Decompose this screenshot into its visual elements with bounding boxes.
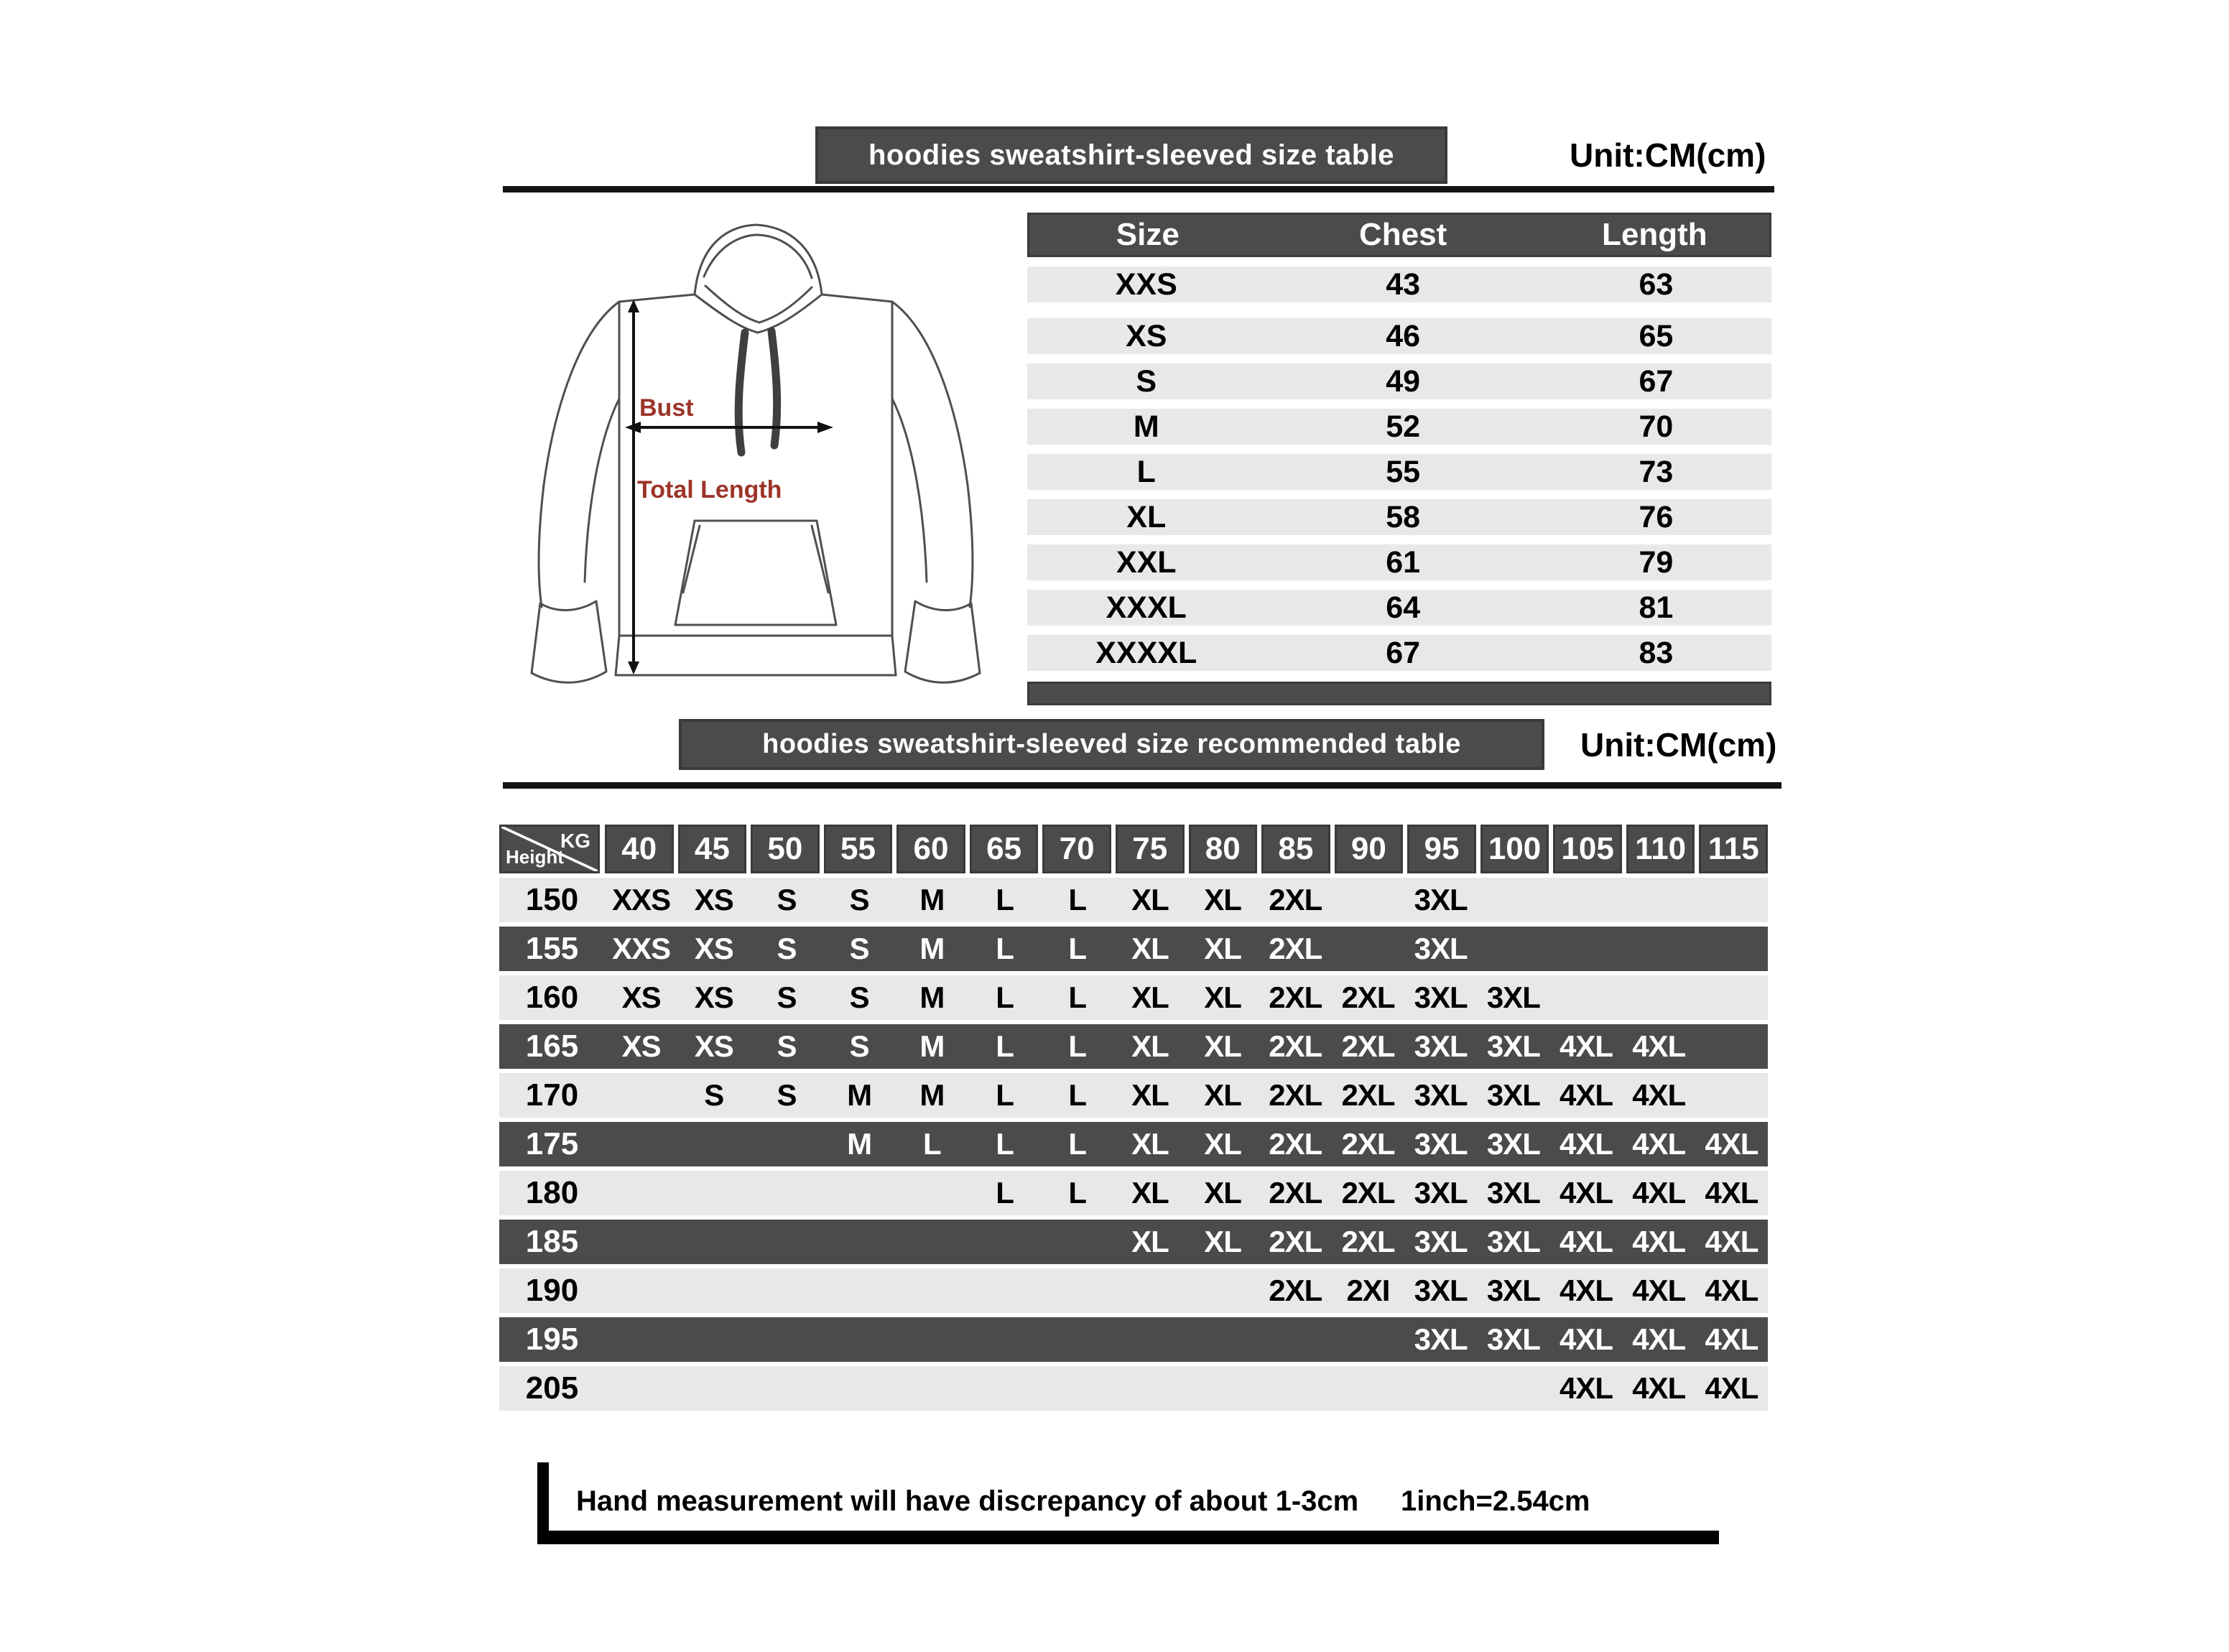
matrix-size-cell: L — [1068, 932, 1087, 965]
hood — [695, 225, 822, 333]
matrix-size-cell: 2XL — [1341, 980, 1395, 1014]
size-table-cell: L — [1136, 454, 1156, 489]
matrix-size-cell: 2XL — [1341, 1078, 1395, 1112]
matrix-size-cell: XL — [1204, 1029, 1241, 1063]
matrix-size-cell: 4XL — [1632, 1127, 1686, 1161]
matrix-size-cell: 2XL — [1269, 980, 1322, 1014]
size-table-title-bar — [815, 126, 1447, 184]
size-table-header-row — [1027, 213, 1771, 257]
matrix-size-cell: 4XL — [1632, 1273, 1686, 1307]
top-divider-line — [503, 186, 1774, 192]
matrix-row-height-165 — [499, 1024, 1768, 1069]
matrix-size-cell: XS — [621, 980, 661, 1014]
matrix-size-cell: 3XL — [1414, 1176, 1468, 1210]
matrix-size-cell: XL — [1204, 883, 1241, 917]
size-table-cell: 52 — [1386, 409, 1421, 444]
matrix-height-label: 150 — [525, 882, 579, 917]
matrix-size-cell: L — [1068, 883, 1087, 917]
matrix-size-cell: S — [849, 932, 869, 965]
size-table-body — [1027, 266, 1771, 671]
matrix-size-cell: 3XL — [1414, 932, 1468, 965]
matrix-size-cell: 3XL — [1486, 1225, 1540, 1258]
matrix-weight-header-85: 85 — [1261, 825, 1330, 873]
matrix-row-height-175 — [499, 1122, 1768, 1166]
matrix-size-cell: 2XL — [1269, 1225, 1322, 1258]
matrix-weight-header-55: 55 — [824, 825, 893, 873]
matrix-size-cell: 2XL — [1269, 932, 1322, 965]
matrix-size-cell: XS — [621, 1029, 661, 1063]
size-table-cell: S — [1136, 363, 1157, 399]
matrix-size-cell: 3XL — [1486, 1078, 1540, 1112]
matrix-size-cell: M — [919, 1078, 945, 1112]
matrix-size-cell: 2XL — [1269, 1176, 1322, 1210]
size-table-row — [1027, 409, 1771, 445]
matrix-size-cell: 3XL — [1486, 1029, 1540, 1063]
matrix-size-cell: XL — [1204, 1176, 1241, 1210]
matrix-size-cell: 4XL — [1632, 1322, 1686, 1356]
size-table-row — [1027, 363, 1771, 399]
matrix-size-cell: 3XL — [1414, 1078, 1468, 1112]
matrix-size-cell: S — [777, 1078, 797, 1112]
matrix-size-cell: 3XL — [1414, 980, 1468, 1014]
matrix-size-cell: 2XL — [1269, 1029, 1322, 1063]
matrix-size-cell: XL — [1204, 980, 1241, 1014]
matrix-size-cell: XS — [694, 932, 733, 965]
matrix-size-cell: 4XL — [1632, 1225, 1686, 1258]
unit-label-top: Unit:CM(cm) — [1570, 136, 1766, 174]
matrix-size-cell: XXS — [612, 932, 671, 965]
matrix-size-cell: S — [777, 1029, 797, 1063]
matrix-size-cell: S — [777, 932, 797, 965]
matrix-size-cell: 2XI — [1346, 1273, 1390, 1307]
size-table-cell: 76 — [1639, 499, 1674, 534]
inch-conversion-note: 1inch=2.54cm — [1401, 1485, 1590, 1517]
left-cuff — [532, 601, 606, 682]
matrix-size-cell: L — [1068, 1176, 1087, 1210]
size-table-row — [1027, 266, 1771, 302]
matrix-weight-header-60: 60 — [896, 825, 965, 873]
matrix-size-cell: L — [996, 1127, 1014, 1161]
matrix-size-cell: XL — [1131, 932, 1169, 965]
measurement-note: Hand measurement will have discrepancy of about 1-3cm — [576, 1485, 1359, 1517]
matrix-size-cell: 3XL — [1414, 1029, 1468, 1063]
matrix-size-cell: 4XL — [1705, 1371, 1758, 1405]
matrix-weight-header-45: 45 — [678, 825, 747, 873]
matrix-size-cell: XS — [694, 883, 733, 917]
matrix-height-label: 170 — [525, 1077, 579, 1113]
matrix-size-cell: 3XL — [1414, 1273, 1468, 1307]
footer-vertical-rule — [537, 1462, 549, 1541]
matrix-size-cell: 4XL — [1705, 1176, 1758, 1210]
size-table-cell: 81 — [1639, 590, 1674, 625]
size-table-cell: XXL — [1116, 544, 1177, 580]
matrix-row-height-170 — [499, 1073, 1768, 1118]
matrix-size-cell: 4XL — [1705, 1225, 1758, 1258]
matrix-size-cell: M — [919, 980, 945, 1014]
matrix-size-cell: 3XL — [1486, 1322, 1540, 1356]
size-table-cell: 43 — [1386, 266, 1421, 302]
matrix-size-cell: L — [1068, 1029, 1087, 1063]
matrix-size-cell: 2XL — [1341, 1127, 1395, 1161]
drawstrings — [738, 331, 777, 453]
matrix-row-height-185 — [499, 1220, 1768, 1264]
size-table-row — [1027, 318, 1771, 354]
matrix-size-cell: L — [1068, 1078, 1087, 1112]
size-table-col-header-chest: Chest — [1359, 217, 1447, 252]
size-table — [1027, 213, 1771, 705]
matrix-height-label: 165 — [525, 1029, 579, 1064]
matrix-size-cell: 2XL — [1341, 1029, 1395, 1063]
matrix-size-cell: M — [847, 1127, 872, 1161]
matrix-row-height-195 — [499, 1317, 1768, 1362]
matrix-height-label: 190 — [525, 1273, 579, 1308]
size-table-cell: 55 — [1386, 454, 1421, 489]
matrix-size-cell: 3XL — [1486, 980, 1540, 1014]
matrix-size-cell: L — [996, 932, 1014, 965]
matrix-size-cell: XL — [1131, 1029, 1169, 1063]
matrix-weight-header-110: 110 — [1626, 825, 1695, 873]
size-table-footer-bar — [1027, 682, 1771, 705]
size-table-row — [1027, 590, 1771, 626]
size-table-cell: 46 — [1386, 318, 1421, 353]
size-table-row — [1027, 454, 1771, 490]
size-table-cell: XXS — [1115, 266, 1177, 302]
matrix-height-label: 180 — [525, 1175, 579, 1210]
matrix-height-label: 160 — [525, 980, 579, 1015]
size-table-cell: 61 — [1386, 544, 1421, 580]
hoodie-outline — [532, 225, 980, 682]
matrix-weight-header-70: 70 — [1042, 825, 1111, 873]
size-table-cell: XXXXL — [1095, 635, 1197, 670]
size-table-cell: 67 — [1639, 363, 1674, 399]
matrix-size-cell: 2XL — [1269, 1078, 1322, 1112]
matrix-size-cell: XL — [1204, 1078, 1241, 1112]
size-table-row — [1027, 635, 1771, 671]
corner-kg-label: KG — [560, 830, 590, 852]
matrix-size-cell: XL — [1131, 1176, 1169, 1210]
matrix-size-cell: S — [777, 980, 797, 1014]
matrix-size-cell: 3XL — [1414, 883, 1468, 917]
total-length-label: Total Length — [637, 476, 782, 504]
matrix-size-cell: 4XL — [1560, 1273, 1613, 1307]
matrix-height-label: 185 — [525, 1224, 579, 1259]
size-table-cell: XXXL — [1106, 590, 1187, 625]
matrix-size-cell: L — [996, 1176, 1014, 1210]
hoodie-measurement-diagram — [511, 205, 1000, 722]
matrix-row-height-160 — [499, 975, 1768, 1020]
size-table-row — [1027, 544, 1771, 580]
corner-height-label: Height — [506, 846, 564, 868]
matrix-size-cell: 4XL — [1560, 1127, 1613, 1161]
matrix-weight-header-90: 90 — [1335, 825, 1404, 873]
matrix-size-cell: XL — [1204, 1127, 1241, 1161]
footer-horizontal-rule — [537, 1531, 1719, 1544]
matrix-size-cell: S — [704, 1078, 724, 1112]
size-table-cell: 58 — [1386, 499, 1421, 534]
size-table-cell: 64 — [1386, 590, 1421, 625]
matrix-height-label: 155 — [525, 931, 579, 966]
matrix-size-cell: XL — [1131, 1078, 1169, 1112]
matrix-size-cell: XL — [1204, 932, 1241, 965]
matrix-size-cell: L — [1068, 1127, 1087, 1161]
size-table-cell: 49 — [1386, 363, 1421, 399]
size-table-cell: 70 — [1639, 409, 1674, 444]
matrix-size-cell: 4XL — [1632, 1371, 1686, 1405]
size-table-cell: M — [1133, 409, 1159, 444]
matrix-body — [499, 878, 1768, 1411]
matrix-size-cell: L — [996, 980, 1014, 1014]
matrix-size-cell: XS — [694, 980, 733, 1014]
matrix-weight-header-65: 65 — [970, 825, 1039, 873]
bust-label: Bust — [639, 394, 694, 422]
matrix-size-cell: 4XL — [1560, 1322, 1613, 1356]
matrix-size-cell: XXS — [612, 883, 671, 917]
matrix-size-cell: 2XL — [1341, 1225, 1395, 1258]
matrix-size-cell: 4XL — [1705, 1127, 1758, 1161]
matrix-height-label: 205 — [525, 1370, 579, 1406]
kangaroo-pocket — [675, 521, 836, 625]
matrix-size-cell: 3XL — [1486, 1176, 1540, 1210]
matrix-size-cell: S — [849, 883, 869, 917]
recommended-size-matrix — [499, 825, 1768, 1411]
matrix-size-cell: 2XL — [1269, 883, 1322, 917]
matrix-size-cell: 4XL — [1632, 1078, 1686, 1112]
matrix-size-cell: XS — [694, 1029, 733, 1063]
matrix-header-row — [499, 825, 1768, 873]
matrix-weight-header-105: 105 — [1553, 825, 1622, 873]
middle-divider-line — [503, 782, 1781, 789]
size-table-cell: XL — [1126, 499, 1167, 534]
matrix-size-cell: M — [919, 932, 945, 965]
matrix-size-cell: 3XL — [1486, 1273, 1540, 1307]
size-table-cell: 67 — [1386, 635, 1421, 670]
matrix-row-height-205 — [499, 1366, 1768, 1411]
matrix-size-cell: 4XL — [1632, 1176, 1686, 1210]
matrix-corner-cell — [499, 825, 600, 873]
size-table-row — [1027, 499, 1771, 535]
size-table-col-header-length: Length — [1602, 217, 1707, 252]
recommended-table-title: hoodies sweatshirt-sleeved size recommended table — [762, 729, 1461, 759]
matrix-weight-header-40: 40 — [605, 825, 674, 873]
size-table-cell: 83 — [1639, 635, 1674, 670]
recommended-table-title-bar — [679, 719, 1544, 770]
matrix-weight-header-80: 80 — [1189, 825, 1258, 873]
matrix-size-cell: 4XL — [1705, 1322, 1758, 1356]
matrix-size-cell: 3XL — [1486, 1127, 1540, 1161]
matrix-size-cell: 2XL — [1341, 1176, 1395, 1210]
matrix-size-cell: 4XL — [1560, 1078, 1613, 1112]
size-table-title: hoodies sweatshirt-sleeved size table — [868, 139, 1395, 171]
matrix-size-cell: 4XL — [1705, 1273, 1758, 1307]
matrix-row-height-155 — [499, 927, 1768, 971]
matrix-size-cell: S — [777, 883, 797, 917]
matrix-height-label: 195 — [525, 1322, 579, 1357]
matrix-weight-header-95: 95 — [1407, 825, 1476, 873]
matrix-size-cell: L — [923, 1127, 941, 1161]
matrix-weight-header-100: 100 — [1480, 825, 1549, 873]
matrix-size-cell: L — [996, 1078, 1014, 1112]
matrix-size-cell: 2XL — [1269, 1273, 1322, 1307]
right-cuff — [905, 601, 980, 682]
matrix-size-cell: M — [919, 883, 945, 917]
matrix-weight-header-50: 50 — [751, 825, 820, 873]
matrix-size-cell: S — [849, 1029, 869, 1063]
matrix-row-height-180 — [499, 1171, 1768, 1215]
matrix-size-cell: XL — [1204, 1225, 1241, 1258]
matrix-size-cell: S — [849, 980, 869, 1014]
bust-arrow — [625, 422, 833, 433]
matrix-size-cell: L — [996, 1029, 1014, 1063]
matrix-size-cell: 4XL — [1632, 1029, 1686, 1063]
matrix-size-cell: 3XL — [1414, 1322, 1468, 1356]
matrix-size-cell: M — [847, 1078, 872, 1112]
size-table-cell: 79 — [1639, 544, 1674, 580]
size-table-col-header-size: Size — [1116, 217, 1180, 252]
matrix-weight-header-115: 115 — [1699, 825, 1768, 873]
matrix-size-cell: XL — [1131, 1225, 1169, 1258]
matrix-size-cell: L — [1068, 980, 1087, 1014]
matrix-height-label: 175 — [525, 1126, 579, 1161]
size-table-cell: 73 — [1639, 454, 1674, 489]
matrix-size-cell: 4XL — [1560, 1371, 1613, 1405]
matrix-size-cell: 4XL — [1560, 1225, 1613, 1258]
matrix-row-height-190 — [499, 1268, 1768, 1313]
matrix-size-cell: 4XL — [1560, 1029, 1613, 1063]
matrix-size-cell: 2XL — [1269, 1127, 1322, 1161]
matrix-size-cell: L — [996, 883, 1014, 917]
matrix-size-cell: XL — [1131, 883, 1169, 917]
unit-label-bottom: Unit:CM(cm) — [1580, 725, 1777, 764]
size-table-cell: XS — [1126, 318, 1167, 353]
matrix-size-cell: XL — [1131, 1127, 1169, 1161]
matrix-size-cell: 4XL — [1560, 1176, 1613, 1210]
size-table-cell: 65 — [1639, 318, 1674, 353]
matrix-size-cell: M — [919, 1029, 945, 1063]
matrix-size-cell: 3XL — [1414, 1225, 1468, 1258]
matrix-weight-header-75: 75 — [1116, 825, 1185, 873]
size-table-cell: 63 — [1639, 266, 1674, 302]
matrix-size-cell: XL — [1131, 980, 1169, 1014]
matrix-row-height-150 — [499, 878, 1768, 922]
matrix-size-cell: 3XL — [1414, 1127, 1468, 1161]
